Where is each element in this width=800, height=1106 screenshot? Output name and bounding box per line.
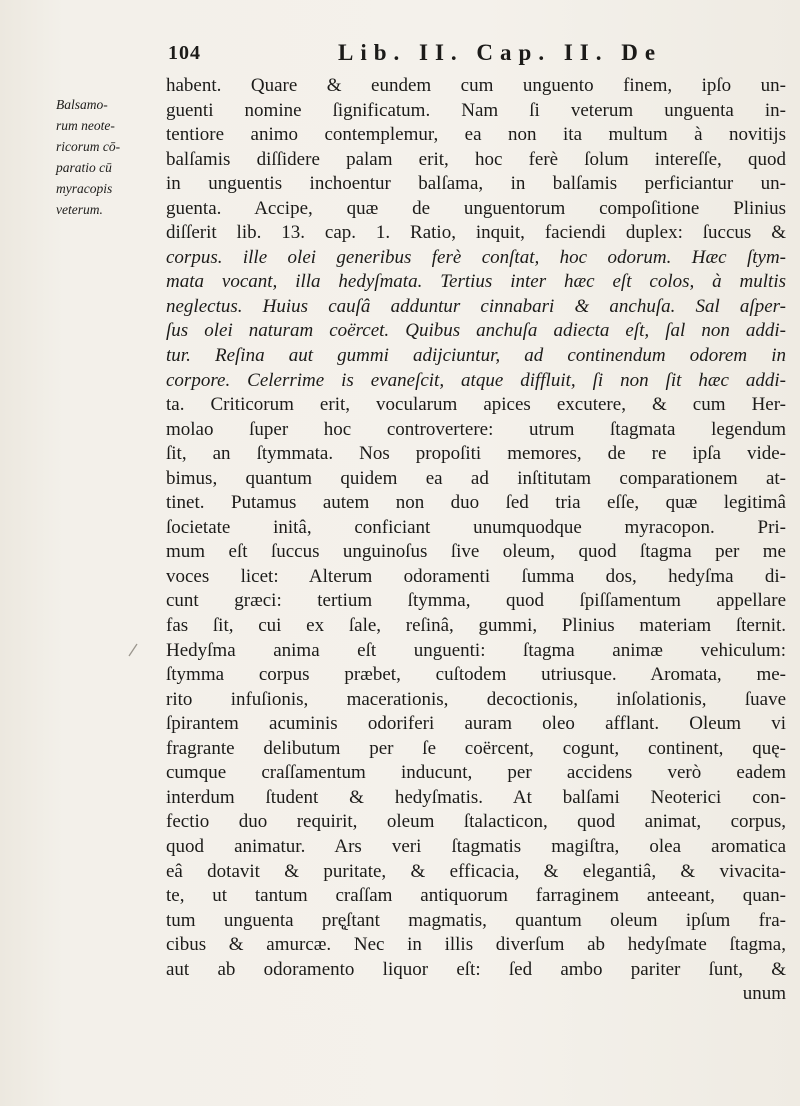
text-line: fectio duo requirit, oleum ſtalacticon, quod animat, corpus, [166,811,786,833]
text-line: ſtymma corpus præbet, cuſtodem utriusque. Aromata, me- [166,664,786,686]
text-line: quod animatur. Ars veri ſtagmatis magiſtra, olea aromatica [166,835,786,857]
page-number: 104 [168,42,201,64]
text-line: voces licet: Alterum odoramenti ſumma dos, hedyſma di- [166,565,786,587]
body-text [166,74,786,1007]
text-line: guenta. Accipe, quæ de unguentorum compoſitione Plinius [166,197,786,219]
text-line: aut ab odoramento liquor eſt: ſed ambo pariter ſunt, & [166,958,786,980]
margin-note-line: veterum. [56,202,103,217]
text-line: balſamis diſſidere palam erit, hoc ferè ſolum intereſſe, quod [166,148,786,170]
text-line: guenti nomine ſignificatum. Nam ſi veterum unguenta in- [166,99,786,121]
text-line: Hedyſma anima eſt unguenti: ſtagma animæ vehiculum: [166,639,786,661]
text-line: ſpirantem acuminis odoriferi auram oleo afflant. Oleum vi [166,713,786,735]
text-line: mum eſt ſuccus unguinoſus ſive oleum, quod ſtagma per me [166,541,786,563]
text-line: bimus, quantum quidem ea ad inſtitutam comparationem at- [166,467,786,489]
margin-note-line: Balsamo- [56,97,108,112]
running-title: Lib. II. Cap. II. De [338,40,663,65]
text-line: ſocietate initâ, conficiant unumquodque myracopon. Pri- [166,516,786,538]
text-line: cibus & amurcæ. Nec in illis diverſum ab hedyſmate ſtagma, [166,934,786,956]
text-line: eâ dotavit & puritate, & efficacia, & elegantiâ, & vivacita- [166,860,786,882]
text-line: in unguentis inchoentur balſama, in balſamis perficiantur un- [166,173,786,195]
text-line: cumque craſſamentum inducunt, per accidens verò eadem [166,762,786,784]
text-line: diſſerit lib. 13. cap. 1. Ratio, inquit, faciendi duplex: ſuccus & [166,222,786,244]
text-line: corpore. Celerrime is evaneſcit, atque diffluit, ſi non ſit hæc addi- [166,369,786,391]
margin-note-line: rum neote- [56,118,115,133]
margin-mark-icon [126,643,140,657]
text-line: cunt græci: tertium ſtymma, quod ſpiſſamentum appellare [166,590,786,612]
text-line: mata vocant, illa hedyſmata. Tertius inter hæc eſt colos, à multis [166,271,786,293]
text-line: ſit, an ſtymmata. Nos propoſiti memores, de re ipſa vide- [166,443,786,465]
text-line: corpus. ille olei generibus ferè conſtat, hoc odorum. Hæc ſtym- [166,246,786,268]
text-line: rito infuſionis, macerationis, decoctionis, inſolationis, ſuave [166,688,786,710]
text-line: tur. Reſina aut gummi adijciuntur, ad continendum odorem in [166,345,786,367]
catchword: unum [742,983,786,1005]
text-line: tinet. Putamus autem non duo ſed tria eſſe, quæ legitimâ [166,492,786,514]
text-line: te, ut tantum craſſam antiquorum farraginem anteeant, quan- [166,885,786,907]
margin-note-line: paratio cū [56,160,112,175]
text-line: habent. Quare & eundem cum unguento finem, ipſo un- [166,75,786,96]
margin-note [56,94,156,220]
margin-note-line: ricorum cō- [56,139,121,154]
text-line: tentiore animo contemplemur, ea non ita multum à novitijs [166,124,786,146]
text-line: ſus olei naturam coërcet. Quibus anchuſa adiecta eſt, ſal non addi- [166,320,786,342]
text-line: interdum ſtudent & hedyſmatis. At balſami Neoterici con- [166,786,786,808]
text-line: tum unguenta prę̨ſtant magmatis, quantum oleum ipſum fra- [166,909,786,931]
text-line: fragrante delibutum per ſe coërcent, cogunt, continent, quę- [166,737,786,759]
text-line: molao ſuper hoc controvertere: utrum ſtagmata legendum [166,418,786,440]
page-header [168,40,788,72]
text-line: ta. Criticorum erit, vocularum apices excutere, & cum Her- [166,394,786,416]
text-line: neglectus. Huius cauſâ adduntur cinnabari & anchuſa. Sal aſper- [166,295,786,317]
text-line: fas ſit, cui ex ſale, reſinâ, gummi, Plinius materiam ſternit. [166,615,786,637]
margin-note-line: myracopis [56,181,113,196]
